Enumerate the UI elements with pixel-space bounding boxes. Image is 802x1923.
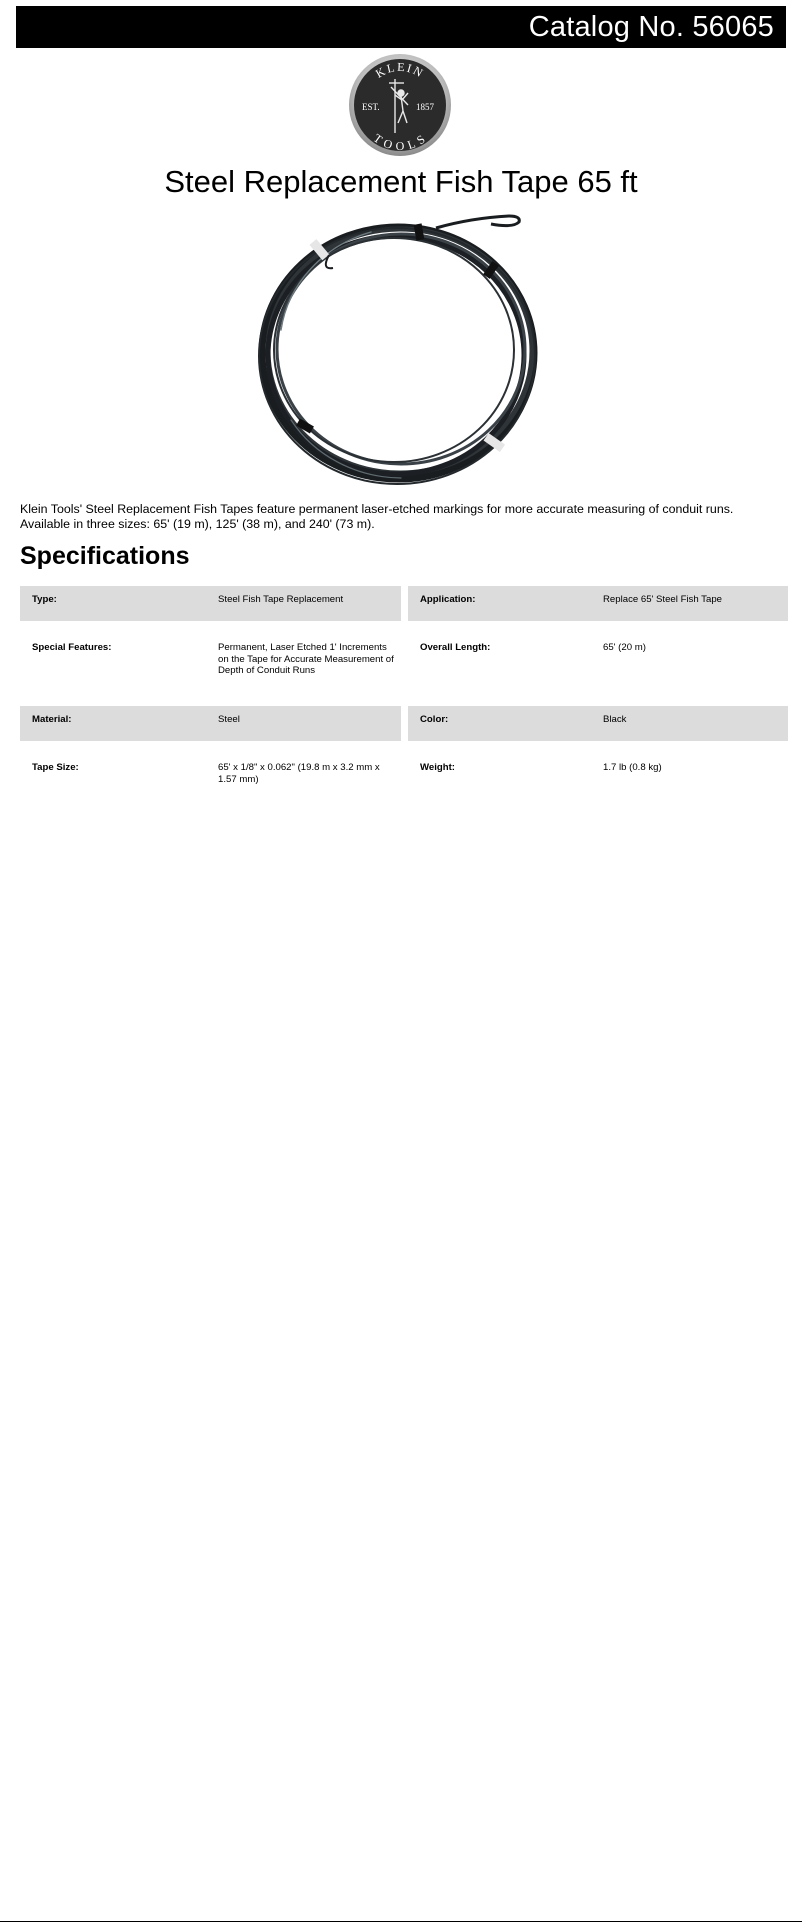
klein-tools-logo xyxy=(348,53,452,157)
spec-application-cell xyxy=(408,586,788,621)
page-bottom-divider xyxy=(0,1921,802,1922)
spec-value: Steel Fish Tape Replacement xyxy=(218,594,344,605)
spec-overall-length-cell xyxy=(408,634,788,694)
catalog-number: Catalog No. 56065 xyxy=(528,11,774,43)
spec-label: Weight: xyxy=(420,762,455,773)
spec-label: Type: xyxy=(32,594,57,605)
spec-label: Tape Size: xyxy=(32,762,79,773)
spec-value: 1.7 lb (0.8 kg) xyxy=(603,762,662,773)
logo-est-text: EST. xyxy=(362,102,380,112)
logo-top-text: KLEIN xyxy=(373,59,427,81)
spec-color-cell xyxy=(408,706,788,741)
product-image xyxy=(251,210,551,490)
spec-label: Material: xyxy=(32,714,72,725)
spec-label: Application: xyxy=(420,594,476,605)
spec-value: Steel xyxy=(218,714,240,725)
specifications-heading: Specifications xyxy=(20,542,190,570)
spec-value: Permanent, Laser Etched 1' Increments on the Tape for Accurate Measurement of Depth of Conduit Runs xyxy=(218,642,394,676)
coiled-fish-tape-image xyxy=(251,210,551,490)
product-description: Klein Tools' Steel Replacement Fish Tapes feature permanent laser-etched markings for more accurate measuring of conduit runs. Available in three sizes: 65' (19 m), 125' (38 m), and 240' (73 m). xyxy=(20,502,734,531)
spec-weight-cell xyxy=(408,754,788,794)
catalog-number-banner xyxy=(16,6,786,48)
spec-special-features-cell xyxy=(20,634,401,694)
spec-tape-size-cell xyxy=(20,754,401,794)
spec-material-cell xyxy=(20,706,401,741)
spec-value: 65' x 1/8" x 0.062" (19.8 m x 3.2 mm x 1.57 mm) xyxy=(218,762,380,785)
page-title: Steel Replacement Fish Tape 65 ft xyxy=(164,164,638,199)
spec-type-cell xyxy=(20,586,401,621)
spec-label: Overall Length: xyxy=(420,642,491,653)
spec-value: 65' (20 m) xyxy=(603,642,646,653)
spec-value: Black xyxy=(603,714,627,725)
spec-value: Replace 65' Steel Fish Tape xyxy=(603,594,722,605)
klein-tools-logo-icon xyxy=(348,53,452,157)
spec-label: Color: xyxy=(420,714,449,725)
logo-year-text: 1857 xyxy=(416,102,434,112)
spec-label: Special Features: xyxy=(32,642,112,653)
logo-bottom-text: TOOLS xyxy=(370,130,430,154)
